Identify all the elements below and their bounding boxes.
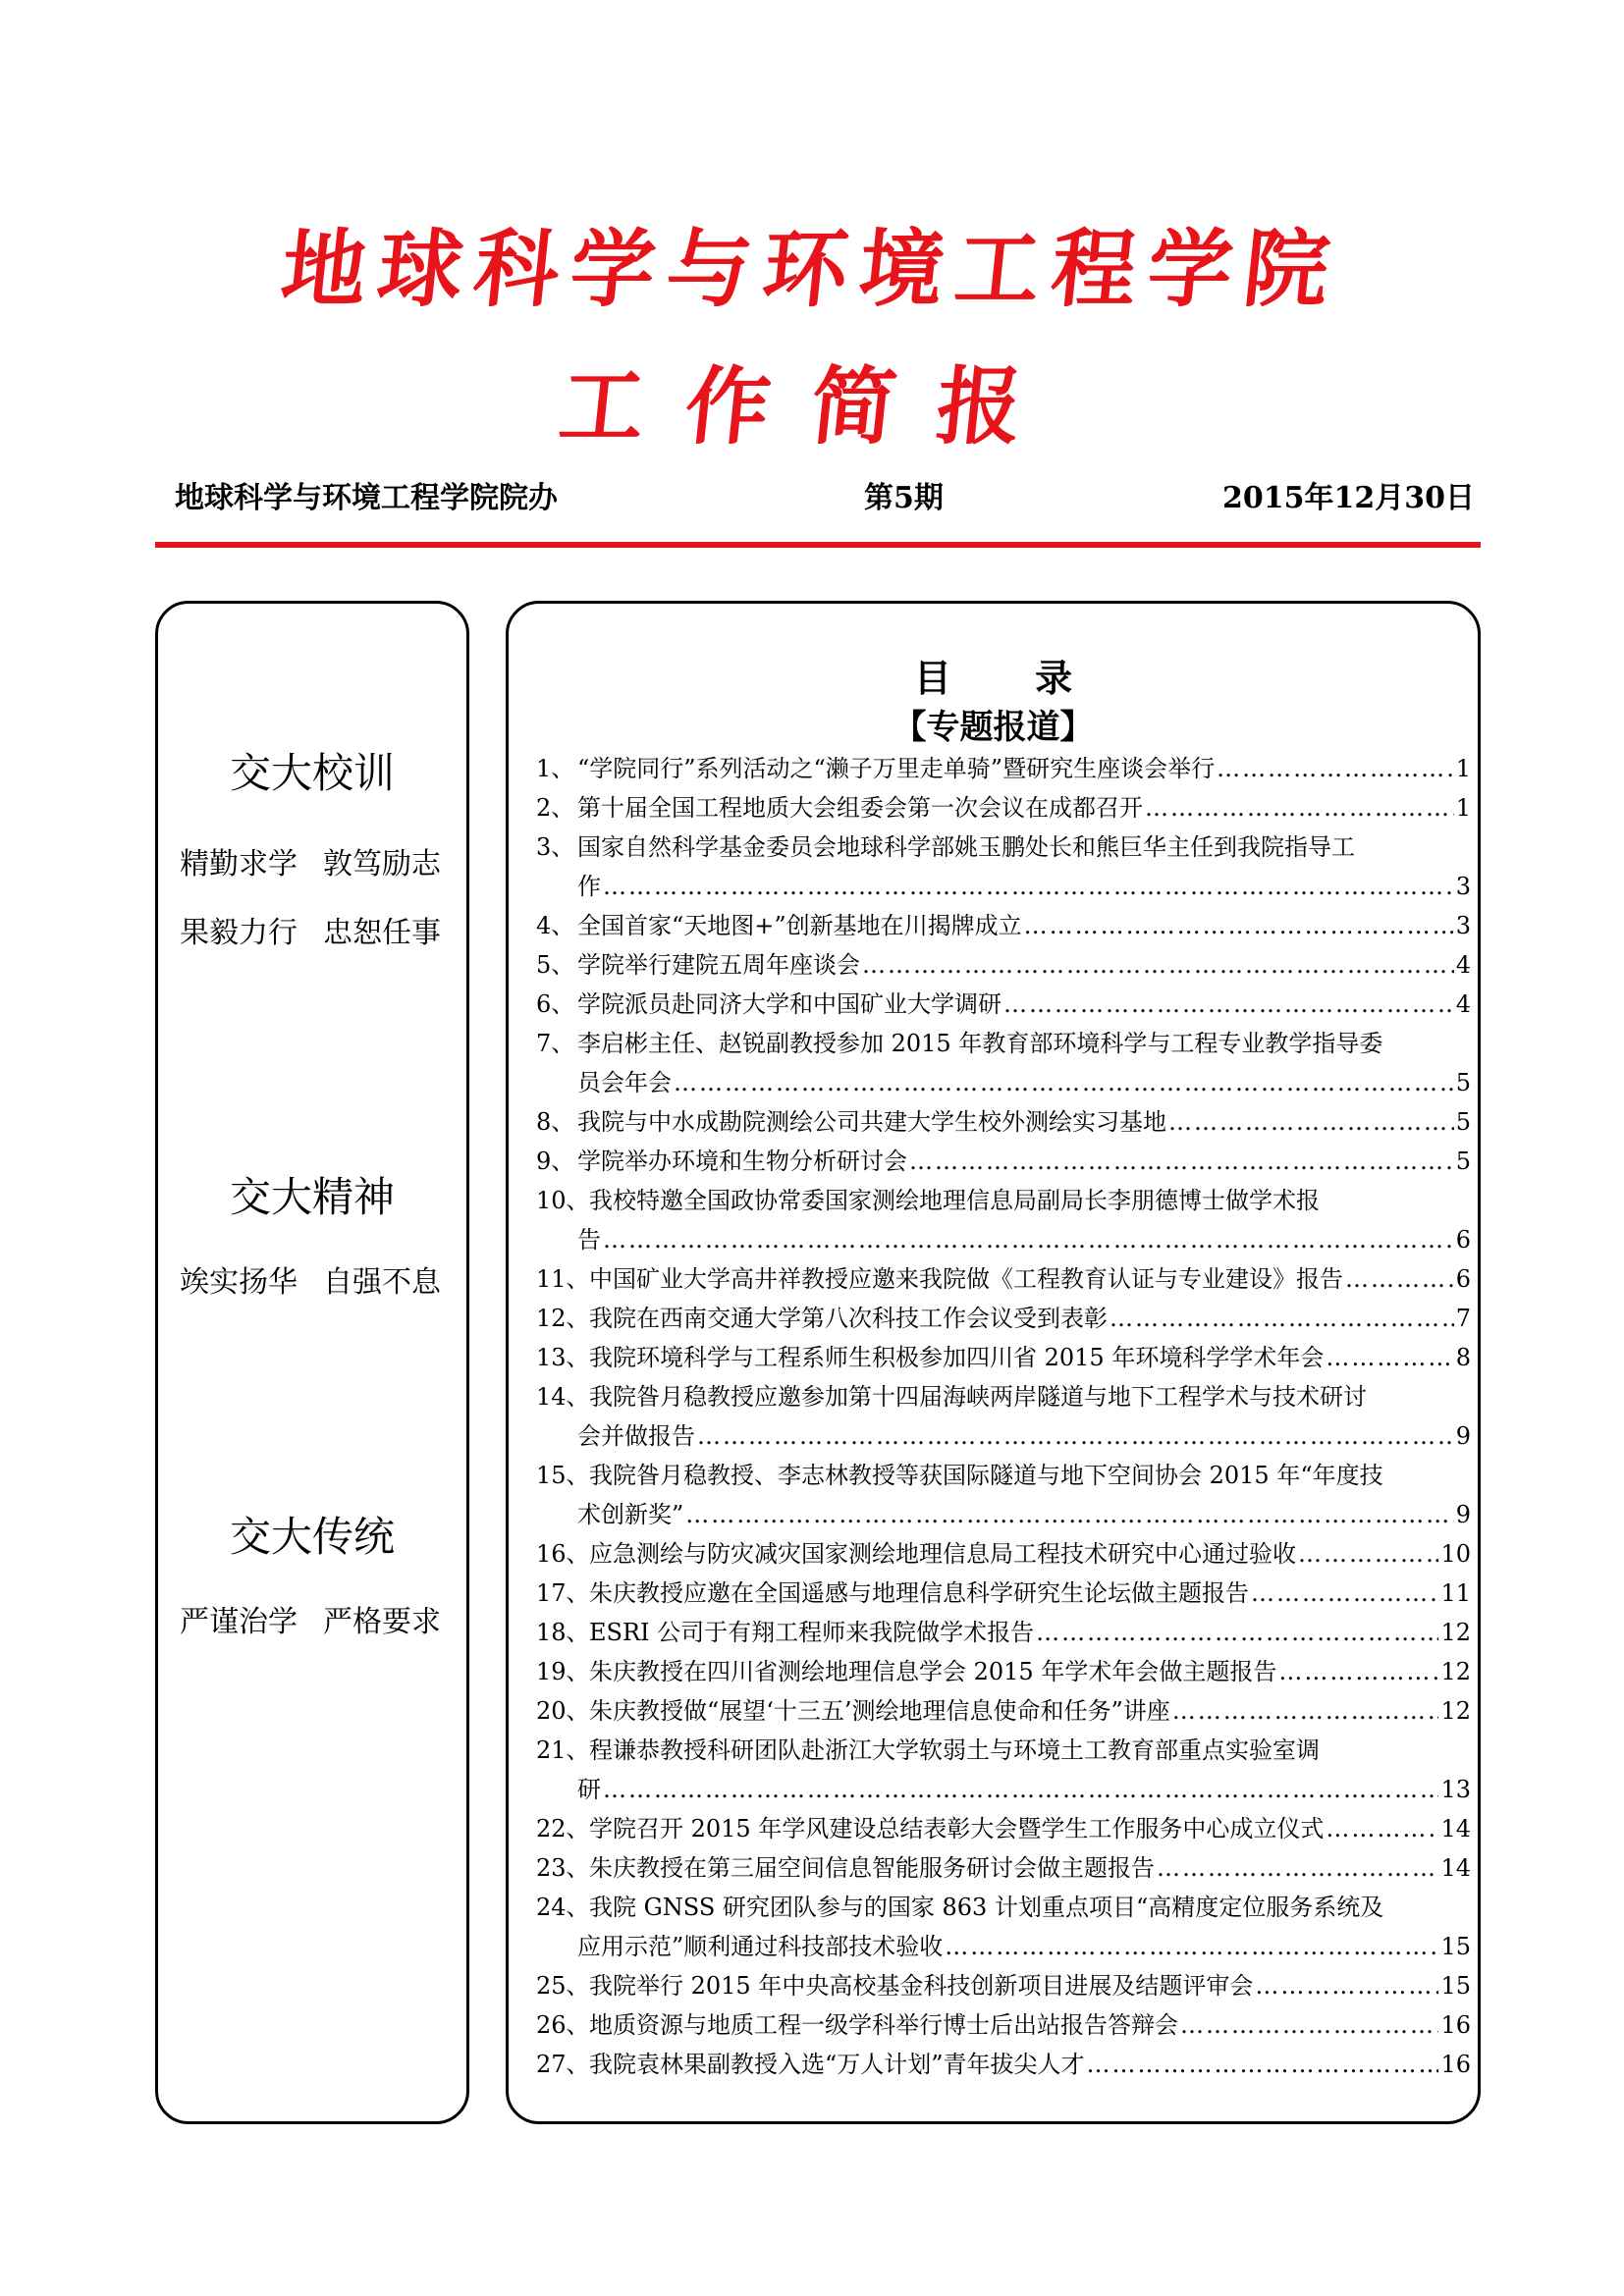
toc-entry-title: 我院环境科学与工程系师生积极参加四川省 2015 年环境科学学术年会 [589,1344,1325,1371]
toc-dot-leader [1298,1534,1438,1574]
toc-dot-leader [1326,1809,1438,1848]
toc-entry[interactable] [536,1731,1471,1809]
toc-page-number: 9 [1455,1422,1471,1450]
toc-entry-line [536,1456,1471,1495]
toc-entry-title: 学院举行建院五周年座谈会 [577,951,860,979]
toc-entry-number: 2、 [536,794,575,822]
toc-entry[interactable] [536,1259,1471,1299]
toc-entry[interactable] [536,1299,1471,1338]
toc-page-number: 4 [1455,990,1471,1018]
motto-phrase-line [180,839,455,882]
toc-page-number: 12 [1440,1619,1471,1646]
toc-entry[interactable] [536,1809,1471,1848]
toc-entry-number: 3、 [536,833,575,861]
toc-dot-leader [1345,1259,1454,1299]
motto-phrase: 自强不息 [323,1265,441,1300]
toc-entry[interactable] [536,1456,1471,1534]
toc-entry-number: 12、 [536,1305,590,1332]
toc-entry-number: 25、 [536,1972,590,2000]
toc-page-number: 5 [1455,1148,1471,1175]
table-of-contents [506,601,1481,2124]
toc-entry-title: 学院召开 2015 年学风建设总结表彰大会暨学生工作服务中心成立仪式 [589,1815,1325,1842]
toc-entry-line [536,2045,1471,2084]
toc-entry-line [536,1809,1471,1848]
publisher-label: 地球科学与环境工程学院院办 [175,481,558,515]
toc-page-number: 14 [1440,1854,1471,1882]
toc-entry[interactable] [536,828,1471,906]
toc-page-number: 9 [1455,1501,1471,1528]
toc-entry[interactable] [536,1966,1471,2005]
motto-phrase-line [180,1597,455,1640]
toc-entry-number: 13、 [536,1344,590,1371]
toc-entry-title: 李启彬主任、赵锐副教授参加 2015 年教育部环境科学与工程专业教学指导委 [577,1030,1383,1057]
toc-entry-title: 告 [577,1226,601,1254]
motto-sidebar [155,601,469,2124]
toc-entry-title: 应用示范”顺利通过科技部技术验收 [577,1933,944,1960]
toc-entry-line [536,1574,1471,1613]
toc-entry-number: 1、 [536,755,575,782]
motto-phrase: 敦笃励志 [323,847,441,881]
toc-entry-line [536,828,1471,867]
motto-phrase-line [180,1257,455,1301]
toc-entry[interactable] [536,1338,1471,1377]
toc-dot-leader [674,1063,1454,1102]
toc-dot-leader [862,945,1454,985]
toc-entry-line [536,906,1471,945]
toc-entry[interactable] [536,1142,1471,1181]
toc-entry-title: “学院同行”系列活动之“濑子万里走单骑”暨研究生座谈会举行 [577,755,1216,782]
toc-dot-leader [1087,2045,1439,2084]
toc-dot-leader [1255,1966,1438,2005]
toc-page-number: 14 [1440,1815,1471,1842]
toc-entry-line [536,1927,1471,1966]
toc-entry[interactable] [536,1613,1471,1652]
toc-dot-leader [1217,749,1454,788]
toc-title: 目 录 [913,656,1109,700]
toc-entry-title: 会并做报告 [577,1422,695,1450]
toc-entry-title: 朱庆教授在四川省测绘地理信息学会 2015 年学术年会做主题报告 [589,1658,1277,1685]
issue-number: 第5期 [864,481,944,515]
toc-entry-line [536,1613,1471,1652]
toc-page-number: 8 [1455,1344,1471,1371]
motto-heading: 交大精神 [229,1173,395,1221]
toc-entry-line [536,1024,1471,1063]
toc-page-number: 15 [1440,1972,1471,2000]
toc-list [536,749,1471,2084]
toc-entry-number: 26、 [536,2011,590,2039]
toc-section-heading: 【专题报道】 [893,708,1094,747]
toc-entry-number: 6、 [536,990,575,1018]
toc-page-number: 7 [1455,1305,1471,1332]
toc-entry-number: 27、 [536,2051,590,2078]
toc-entry-title: 朱庆教授做“展望‘十三五’测绘地理信息使命和任务”讲座 [589,1697,1170,1725]
toc-page-number: 6 [1455,1265,1471,1293]
bulletin-title-sub: 工作简报 [554,358,1068,456]
toc-page-number: 16 [1440,2011,1471,2039]
toc-entry[interactable] [536,906,1471,945]
toc-dot-leader [1145,788,1454,828]
toc-entry-line [536,1652,1471,1691]
toc-page-number: 15 [1440,1933,1471,1960]
toc-entry-line [536,867,1471,906]
toc-entry-title: 我院袁林果副教授入选“万人计划”青年拔尖人才 [589,2051,1085,2078]
toc-page-number: 11 [1440,1579,1471,1607]
toc-entry-number: 21、 [536,1736,590,1764]
motto-phrase: 严格要求 [323,1605,441,1639]
toc-entry-number: 9、 [536,1148,575,1175]
toc-entry-title: 程谦恭教授科研团队赴浙江大学软弱土与环境土工教育部重点实验室调 [589,1736,1320,1764]
toc-page-number: 12 [1440,1697,1471,1725]
toc-dot-leader [1180,2005,1438,2045]
toc-entry-number: 4、 [536,912,575,939]
toc-dot-leader [685,1495,1453,1534]
toc-entry-number: 22、 [536,1815,590,1842]
toc-entry-line [536,788,1471,828]
toc-entry-line [536,1338,1471,1377]
toc-entry-title: 中国矿业大学高井祥教授应邀来我院做《工程教育认证与专业建设》报告 [589,1265,1343,1293]
toc-dot-leader [945,1927,1438,1966]
toc-entry-line [536,1063,1471,1102]
toc-dot-leader [603,867,1454,906]
toc-entry-line [536,2005,1471,2045]
toc-dot-leader [1168,1102,1454,1142]
toc-entry-title: 术创新奖” [577,1501,684,1528]
toc-entry-title: 我院 GNSS 研究团队参与的国家 863 计划重点项目“高精度定位服务系统及 [589,1894,1384,1921]
toc-entry-line [536,985,1471,1024]
motto-phrase: 忠恕任事 [323,916,441,950]
toc-entry-line [536,1416,1471,1456]
toc-entry-line [536,1495,1471,1534]
toc-entry-title: 我校特邀全国政协常委国家测绘地理信息局副局长李朋德博士做学术报 [589,1187,1320,1214]
toc-entry-title: 国家自然科学基金委员会地球科学部姚玉鹏处长和熊巨华主任到我院指导工 [577,833,1355,861]
toc-page-number: 6 [1455,1226,1471,1254]
toc-dot-leader [1024,906,1454,945]
toc-dot-leader [1278,1652,1438,1691]
toc-entry-title: 全国首家“天地图+”创新基地在川揭牌成立 [577,912,1022,939]
toc-entry-number: 24、 [536,1894,590,1921]
toc-dot-leader [1172,1691,1439,1731]
toc-entry-number: 19、 [536,1658,590,1685]
bulletin-title-main: 地球科学与环境工程学院 [276,221,1346,319]
toc-entry[interactable] [536,1024,1471,1102]
toc-entry[interactable] [536,1377,1471,1456]
toc-entry[interactable] [536,1574,1471,1613]
toc-page-number: 1 [1455,755,1471,782]
toc-dot-leader [697,1416,1454,1456]
motto-phrase: 精勤求学 [180,847,298,881]
motto-phrase: 严谨治学 [180,1605,298,1639]
toc-page-number: 3 [1455,912,1471,939]
toc-entry[interactable] [536,749,1471,788]
motto-phrase-line [180,908,455,951]
toc-entry-title: 我院昝月稳教授应邀参加第十四届海峡两岸隧道与地下工程学术与技术研讨 [589,1383,1367,1411]
toc-page-number: 3 [1455,873,1471,900]
toc-entry-number: 10、 [536,1187,590,1214]
toc-entry-number: 5、 [536,951,575,979]
toc-entry-number: 11、 [536,1265,590,1293]
toc-dot-leader [909,1142,1454,1181]
toc-page-number: 10 [1440,1540,1471,1568]
toc-entry-line [536,1888,1471,1927]
toc-entry-line [536,1102,1471,1142]
toc-entry-number: 8、 [536,1108,575,1136]
toc-entry-title: 学院派员赴同济大学和中国矿业大学调研 [577,990,1001,1018]
toc-entry-number: 14、 [536,1383,590,1411]
toc-entry-line [536,1770,1471,1809]
toc-page-number: 1 [1455,794,1471,822]
toc-entry[interactable] [536,985,1471,1024]
toc-entry-title: 地质资源与地质工程一级学科举行博士后出站报告答辩会 [589,2011,1178,2039]
toc-entry-number: 20、 [536,1697,590,1725]
toc-entry-title: 我院昝月稳教授、李志林教授等获国际隧道与地下空间协会 2015 年“年度技 [589,1462,1383,1489]
toc-page-number: 4 [1455,951,1471,979]
toc-dot-leader [1326,1338,1453,1377]
toc-entry-title: 应急测绘与防灾减灾国家测绘地理信息局工程技术研究中心通过验收 [589,1540,1296,1568]
toc-entry-title: 第十届全国工程地质大会组委会第一次会议在成都召开 [577,794,1143,822]
toc-dot-leader [603,1220,1454,1259]
toc-entry[interactable] [536,1534,1471,1574]
toc-dot-leader [1157,1848,1438,1888]
toc-page-number: 16 [1440,2051,1471,2078]
toc-entry[interactable] [536,2005,1471,2045]
toc-page-number: 5 [1455,1069,1471,1096]
toc-entry[interactable] [536,1691,1471,1731]
toc-entry-title: ESRI 公司于有翔工程师来我院做学术报告 [589,1619,1035,1646]
toc-entry-line [536,1259,1471,1299]
motto-phrase: 果毅力行 [180,916,298,950]
toc-entry-title: 作 [577,873,601,900]
toc-entry-line [536,1691,1471,1731]
toc-entry-title: 学院举办环境和生物分析研讨会 [577,1148,907,1175]
toc-page-number: 12 [1440,1658,1471,1685]
toc-entry-line [536,749,1471,788]
toc-entry-line [536,945,1471,985]
motto-heading: 交大校训 [229,749,395,797]
toc-entry-number: 7、 [536,1030,575,1057]
toc-entry-line [536,1966,1471,2005]
toc-page-number: 13 [1440,1776,1471,1803]
issue-date: 2015年12月30日 [1222,481,1475,515]
motto-heading: 交大传统 [229,1513,395,1561]
toc-entry[interactable] [536,945,1471,985]
toc-entry-title: 研 [577,1776,601,1803]
toc-entry[interactable] [536,1181,1471,1259]
toc-entry-number: 18、 [536,1619,590,1646]
toc-entry-title: 朱庆教授应邀在全国遥感与地理信息科学研究生论坛做主题报告 [589,1579,1249,1607]
toc-entry-line [536,1848,1471,1888]
toc-entry-line [536,1534,1471,1574]
toc-entry-title: 我院与中水成勘院测绘公司共建大学生校外测绘实习基地 [577,1108,1166,1136]
toc-entry-number: 16、 [536,1540,590,1568]
toc-page-number: 5 [1455,1108,1471,1136]
toc-dot-leader [1110,1299,1454,1338]
toc-entry-number: 23、 [536,1854,590,1882]
toc-entry[interactable] [536,2045,1471,2084]
header-divider [155,542,1481,548]
toc-entry-title: 员会年会 [577,1069,672,1096]
toc-entry-number: 15、 [536,1462,590,1489]
toc-entry-number: 17、 [536,1579,590,1607]
toc-entry-title: 朱庆教授在第三届空间信息智能服务研讨会做主题报告 [589,1854,1155,1882]
toc-dot-leader [1251,1574,1438,1613]
toc-entry[interactable] [536,1888,1471,1966]
toc-entry-line [536,1377,1471,1416]
toc-dot-leader [603,1770,1438,1809]
toc-entry-line [536,1142,1471,1181]
toc-entry-line [536,1181,1471,1220]
toc-entry[interactable] [536,1652,1471,1691]
motto-phrase: 竢实扬华 [180,1265,298,1300]
toc-entry[interactable] [536,1102,1471,1142]
toc-entry[interactable] [536,788,1471,828]
toc-entry-line [536,1220,1471,1259]
toc-dot-leader [1003,985,1454,1024]
toc-entry-line [536,1731,1471,1770]
toc-entry-title: 我院在西南交通大学第八次科技工作会议受到表彰 [589,1305,1108,1332]
toc-entry[interactable] [536,1848,1471,1888]
toc-entry-title: 我院举行 2015 年中央高校基金科技创新项目进展及结题评审会 [589,1972,1254,2000]
toc-entry-line [536,1299,1471,1338]
toc-dot-leader [1036,1613,1438,1652]
